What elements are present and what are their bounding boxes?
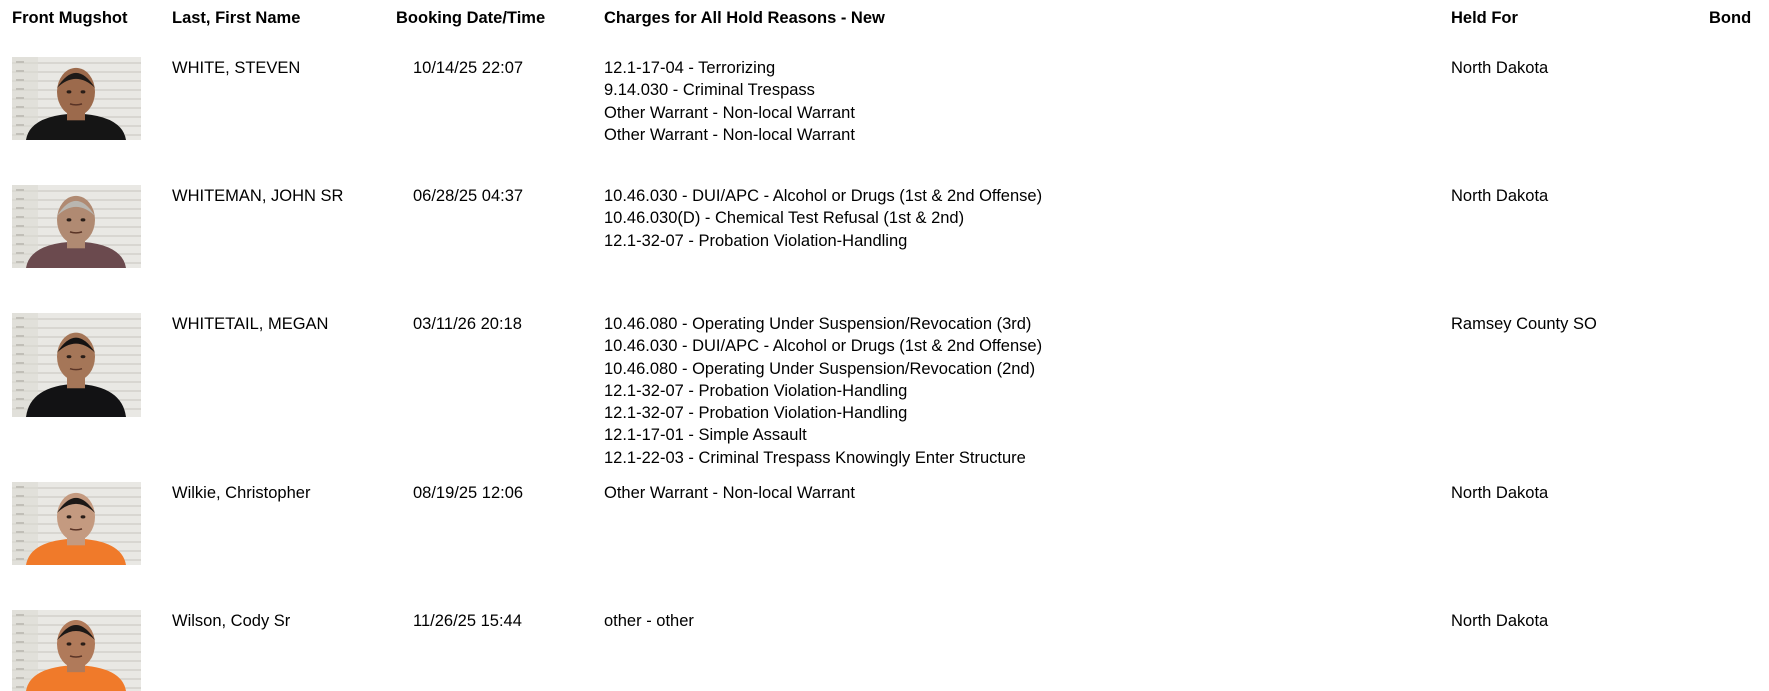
charge-item: 12.1-17-04 - Terrorizing	[604, 59, 776, 77]
mugshot-photo	[12, 610, 141, 691]
mugshot-photo	[12, 57, 141, 140]
inmate-name: Wilkie, Christopher	[172, 484, 311, 502]
booking-datetime: 03/11/26 20:18	[413, 315, 522, 333]
inmate-name: Wilson, Cody Sr	[172, 612, 291, 630]
held-for: North Dakota	[1451, 612, 1549, 630]
held-for: North Dakota	[1451, 59, 1549, 77]
charge-item: 12.1-22-03 - Criminal Trespass Knowingly Enter Structure	[604, 448, 1026, 467]
charges-list	[604, 610, 694, 632]
charge-item: Other Warrant - Non-local Warrant	[604, 484, 855, 502]
charges-list	[604, 482, 855, 504]
charge-item: 12.1-17-01 - Simple Assault	[604, 426, 807, 445]
held-for: North Dakota	[1451, 484, 1549, 502]
charge-item: 10.46.030(D) - Chemical Test Refusal (1st & 2nd)	[604, 209, 965, 228]
held-for: Ramsey County SO	[1451, 315, 1597, 333]
header-name: Last, First Name	[172, 9, 301, 27]
charge-item: 10.46.030 - DUI/APC - Alcohol or Drugs (1st & 2nd Offense)	[604, 187, 1043, 205]
held-for: North Dakota	[1451, 187, 1549, 205]
header-held-for: Held For	[1451, 9, 1518, 27]
charge-item: 9.14.030 - Criminal Trespass	[604, 81, 815, 100]
inmate-name: WHITE, STEVEN	[172, 59, 301, 77]
charge-item: Other Warrant - Non-local Warrant	[604, 103, 855, 122]
header-charges: Charges for All Hold Reasons - New	[604, 9, 885, 27]
header-bond: Bond	[1709, 9, 1752, 27]
inmate-name: WHITETAIL, MEGAN	[172, 315, 329, 333]
charge-item: 10.46.030 - DUI/APC - Alcohol or Drugs (1st & 2nd Offense)	[604, 337, 1043, 356]
booking-datetime: 08/19/25 12:06	[413, 484, 524, 502]
charge-item: 10.46.080 - Operating Under Suspension/Revocation (2nd)	[604, 359, 1036, 378]
inmate-name: WHITEMAN, JOHN SR	[172, 187, 344, 205]
header-front-mugshot: Front Mugshot	[12, 9, 128, 27]
charge-item: 12.1-32-07 - Probation Violation-Handling	[604, 381, 908, 400]
booking-datetime: 11/26/25 15:44	[413, 612, 522, 630]
charge-item: 12.1-32-07 - Probation Violation-Handling	[604, 404, 908, 423]
charges-list	[604, 57, 855, 146]
mugshot-photo	[12, 482, 141, 565]
charge-item: Other Warrant - Non-local Warrant	[604, 125, 855, 144]
charge-item: 12.1-32-07 - Probation Violation-Handling	[604, 231, 908, 250]
charge-item: other - other	[604, 612, 694, 630]
mugshot-photo	[12, 313, 141, 417]
header-booking-date: Booking Date/Time	[396, 9, 546, 27]
booking-datetime: 10/14/25 22:07	[413, 59, 524, 77]
mugshot-photo	[12, 185, 141, 268]
booking-datetime: 06/28/25 04:37	[413, 187, 524, 205]
charges-list	[604, 185, 1042, 252]
charges-list	[604, 313, 1042, 469]
charge-item: 10.46.080 - Operating Under Suspension/Revocation (3rd)	[604, 315, 1032, 333]
